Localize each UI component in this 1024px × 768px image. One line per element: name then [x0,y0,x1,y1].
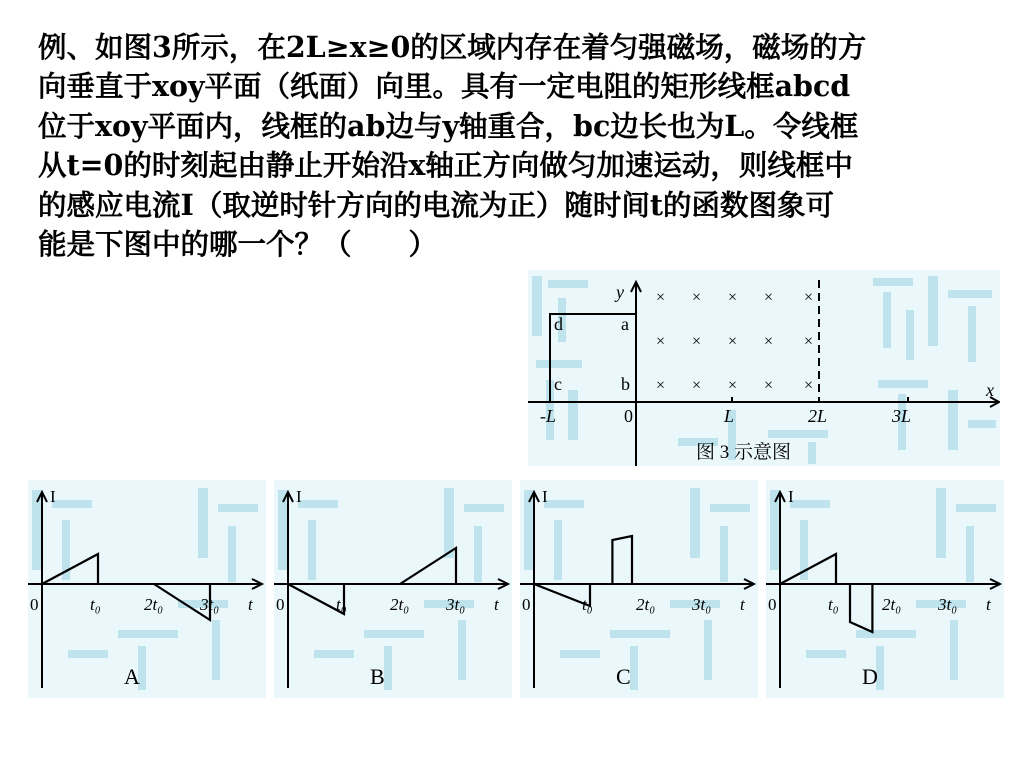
watermark-stroke [630,646,638,690]
answer-options [28,480,1000,698]
tick-label-zero: 0 [768,595,777,614]
watermark-stroke [720,526,728,582]
tick-label-2t0: 2t₀ [390,595,410,614]
field-cross-mark: × [692,333,702,350]
watermark-stroke [308,520,316,580]
i-axis-label: I [542,487,548,506]
option-letter-b: B [370,664,385,689]
watermark-stroke [218,504,258,512]
tick-label-2t0: 2t₀ [636,595,656,614]
option-letter-c: C [616,664,631,689]
watermark-stroke [68,650,108,658]
corner-label-d: d [554,314,563,334]
question-line-2: 向垂直于xoy平面（纸面）向里。具有一定电阻的矩形线框abcd [38,69,851,104]
watermark-stroke [950,620,958,680]
figure-caption: 图 3 示意图 [696,442,792,463]
watermark-stroke [52,500,92,508]
watermark-stroke [228,526,236,582]
i-axis-label: I [788,487,794,506]
watermark-stroke [464,504,504,512]
question-text [38,28,998,264]
y-axis-label: y [616,282,624,302]
field-cross-mark: × [656,333,666,350]
corner-label-b: b [621,374,630,394]
watermark-stroke [790,500,830,508]
x-tick-neg-l: -L [540,406,557,426]
tick-label-t0: t₀ [582,595,593,614]
corner-label-a: a [621,314,629,334]
question-line-3: 位于xoy平面内，线框的ab边与y轴重合，bc边长也为L。令线框 [38,108,859,143]
x-tick-l: L [724,406,735,426]
tick-label-3t0: 3t₀ [446,595,466,614]
question-line-5: 的感应电流I（取逆时针方向的电流为正）随时间t的函数图象可 [38,187,834,222]
tick-label-t0: t₀ [828,595,839,614]
t-axis-label: t [248,595,253,614]
tick-label-2t0: 2t₀ [144,595,164,614]
option-graph-c[interactable] [520,480,758,698]
x-tick-2l: 2L [808,406,828,426]
watermark-stroke [560,650,600,658]
option-graph-b[interactable] [274,480,512,698]
watermark-stroke [856,630,916,638]
tick-label-t0: t₀ [336,595,347,614]
question-line-1: 例、如图3所示，在2L≥x≥0的区域内存在着匀强磁场，磁场的方 [38,30,867,64]
watermark-stroke [956,504,996,512]
watermark-stroke [212,620,220,680]
x-axis-label: x [986,380,994,400]
watermark-stroke [198,488,208,558]
watermark-stroke [384,646,392,690]
watermark-stroke [610,630,670,638]
watermark-background [28,480,266,698]
field-cross-mark: × [728,377,738,394]
tick-label-zero: 0 [30,595,39,614]
watermark-stroke [966,526,974,582]
t-axis-label: t [494,595,499,614]
option-letter-d: D [862,664,878,689]
option-letter-a: A [124,664,140,689]
watermark-stroke [690,488,700,558]
watermark-stroke [544,500,584,508]
figure-3-diagram [528,270,1000,466]
tick-label-3t0: 3t₀ [200,595,220,614]
field-cross-mark: × [656,289,666,306]
watermark-stroke [554,520,562,580]
field-cross-mark: × [804,289,814,306]
field-cross-mark: × [804,377,814,394]
watermark-stroke [364,630,424,638]
t-axis-label: t [740,595,745,614]
watermark-stroke [710,504,750,512]
corner-label-c: c [554,374,562,394]
watermark-background [766,480,1004,698]
field-cross-mark: × [692,377,702,394]
field-cross-mark: × [764,289,774,306]
watermark-background [520,480,758,698]
watermark-stroke [806,650,846,658]
x-tick-3l: 3L [892,406,912,426]
tick-label-zero: 0 [276,595,285,614]
watermark-stroke [298,500,338,508]
x-tick-zero: 0 [624,406,633,426]
tick-label-3t0: 3t₀ [938,595,958,614]
field-cross-mark: × [764,377,774,394]
option-graph-d[interactable] [766,480,1004,698]
watermark-stroke [704,620,712,680]
question-line-6: 能是下图中的哪一个？（ ） [38,227,438,262]
watermark-stroke [314,650,354,658]
field-cross-mark: × [692,289,702,306]
field-cross-mark: × [764,333,774,350]
watermark-stroke [444,488,454,558]
field-cross-mark: × [728,289,738,306]
tick-label-t0: t₀ [90,595,101,614]
watermark-stroke [936,488,946,558]
field-cross-mark: × [656,377,666,394]
question-line-4: 从t=0的时刻起由静止开始沿x轴正方向做匀加速运动，则线框中 [38,148,853,183]
watermark-stroke [118,630,178,638]
t-axis-label: t [986,595,991,614]
watermark-stroke [458,620,466,680]
i-axis-label: I [50,487,56,506]
field-cross-mark: × [728,333,738,350]
i-axis-label: I [296,487,302,506]
tick-label-2t0: 2t₀ [882,595,902,614]
watermark-stroke [474,526,482,582]
tick-label-3t0: 3t₀ [692,595,712,614]
tick-label-zero: 0 [522,595,531,614]
watermark-background [274,480,512,698]
option-graph-a[interactable] [28,480,266,698]
field-cross-mark: × [804,333,814,350]
